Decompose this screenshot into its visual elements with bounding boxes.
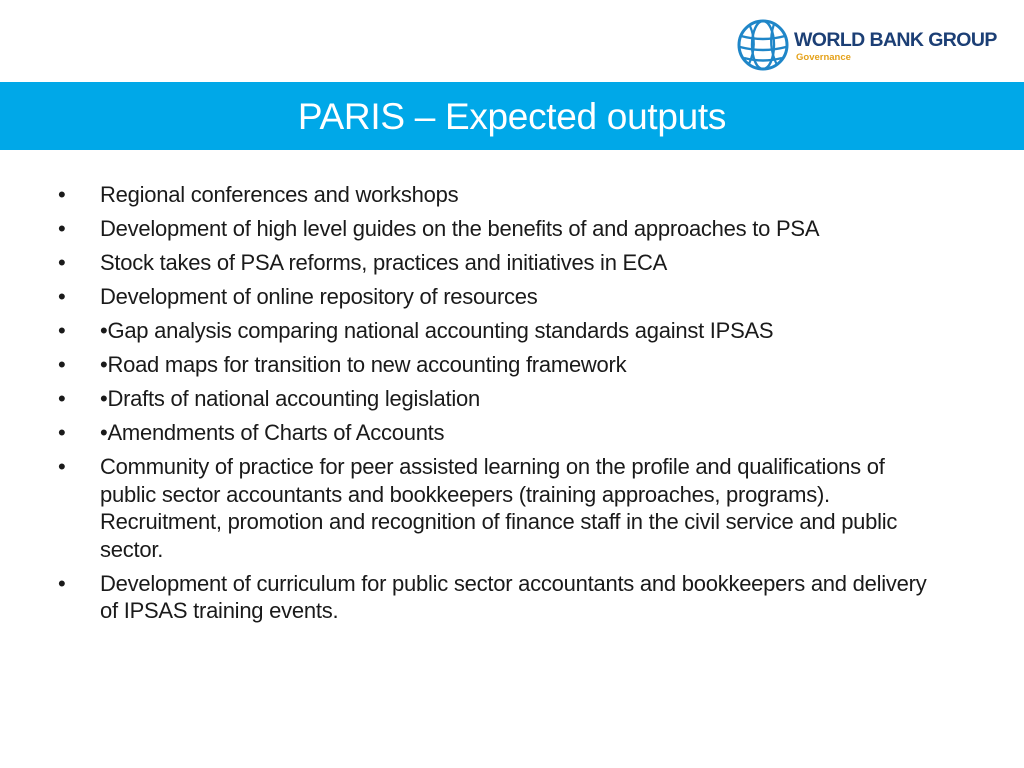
bullet-marker: • <box>58 570 66 596</box>
slide-title: PARIS – Expected outputs <box>297 96 727 137</box>
bullet-text: Regional conferences and workshops <box>100 182 459 207</box>
bullet-item-drafts-legislation <box>0 385 960 413</box>
logo-subtitle: Governance <box>796 52 851 63</box>
bullet-marker: • <box>58 250 66 275</box>
logo-name: WORLD BANK GROUP <box>794 29 997 51</box>
bullet-marker: • <box>58 216 66 241</box>
bullet-marker: • <box>58 284 66 309</box>
bullet-text: •Gap analysis comparing national accounting standards against IPSAS <box>100 318 774 343</box>
bullet-text: Stock takes of PSA reforms, practices and initiatives in ECA <box>100 250 668 275</box>
bullet-marker: • <box>58 420 66 445</box>
bullet-marker: • <box>58 182 66 207</box>
bullet-item-road-maps <box>0 351 960 379</box>
bullet-marker: • <box>58 318 66 343</box>
bullet-marker: • <box>58 454 66 479</box>
bullet-item-curriculum <box>0 570 960 625</box>
bullet-marker: • <box>58 352 66 377</box>
bullet-text: •Road maps for transition to new accounting framework <box>100 352 627 377</box>
world-bank-group-logo <box>736 18 1008 74</box>
bullet-item-high-level-guides <box>0 215 960 243</box>
bullet-item-online-repository <box>0 283 960 311</box>
bullet-text: Community of practice for peer assisted learning on the profile and qualifications of public sector accountants and bookkeepers (training approaches, programs). Recruitment, promotion and recognition of finance staff in the civil service and public sector. <box>100 454 898 562</box>
bullet-marker: • <box>58 386 66 411</box>
bullet-item-gap-analysis <box>0 317 960 345</box>
globe-icon <box>736 18 790 72</box>
title-bar <box>0 82 1024 150</box>
bullet-item-charts-of-accounts <box>0 419 960 447</box>
bullet-item-regional-conferences <box>0 181 960 209</box>
bullet-text: Development of online repository of resources <box>100 284 538 309</box>
bullet-list <box>0 181 960 631</box>
bullet-text: •Amendments of Charts of Accounts <box>100 420 445 445</box>
bullet-text: •Drafts of national accounting legislation <box>100 386 480 411</box>
bullet-item-community-of-practice <box>0 453 960 563</box>
bullet-text: Development of curriculum for public sector accountants and bookkeepers and delivery of IPSAS training events. <box>100 570 927 623</box>
bullet-text: Development of high level guides on the benefits of and approaches to PSA <box>100 216 820 241</box>
bullet-item-stock-takes <box>0 249 960 277</box>
